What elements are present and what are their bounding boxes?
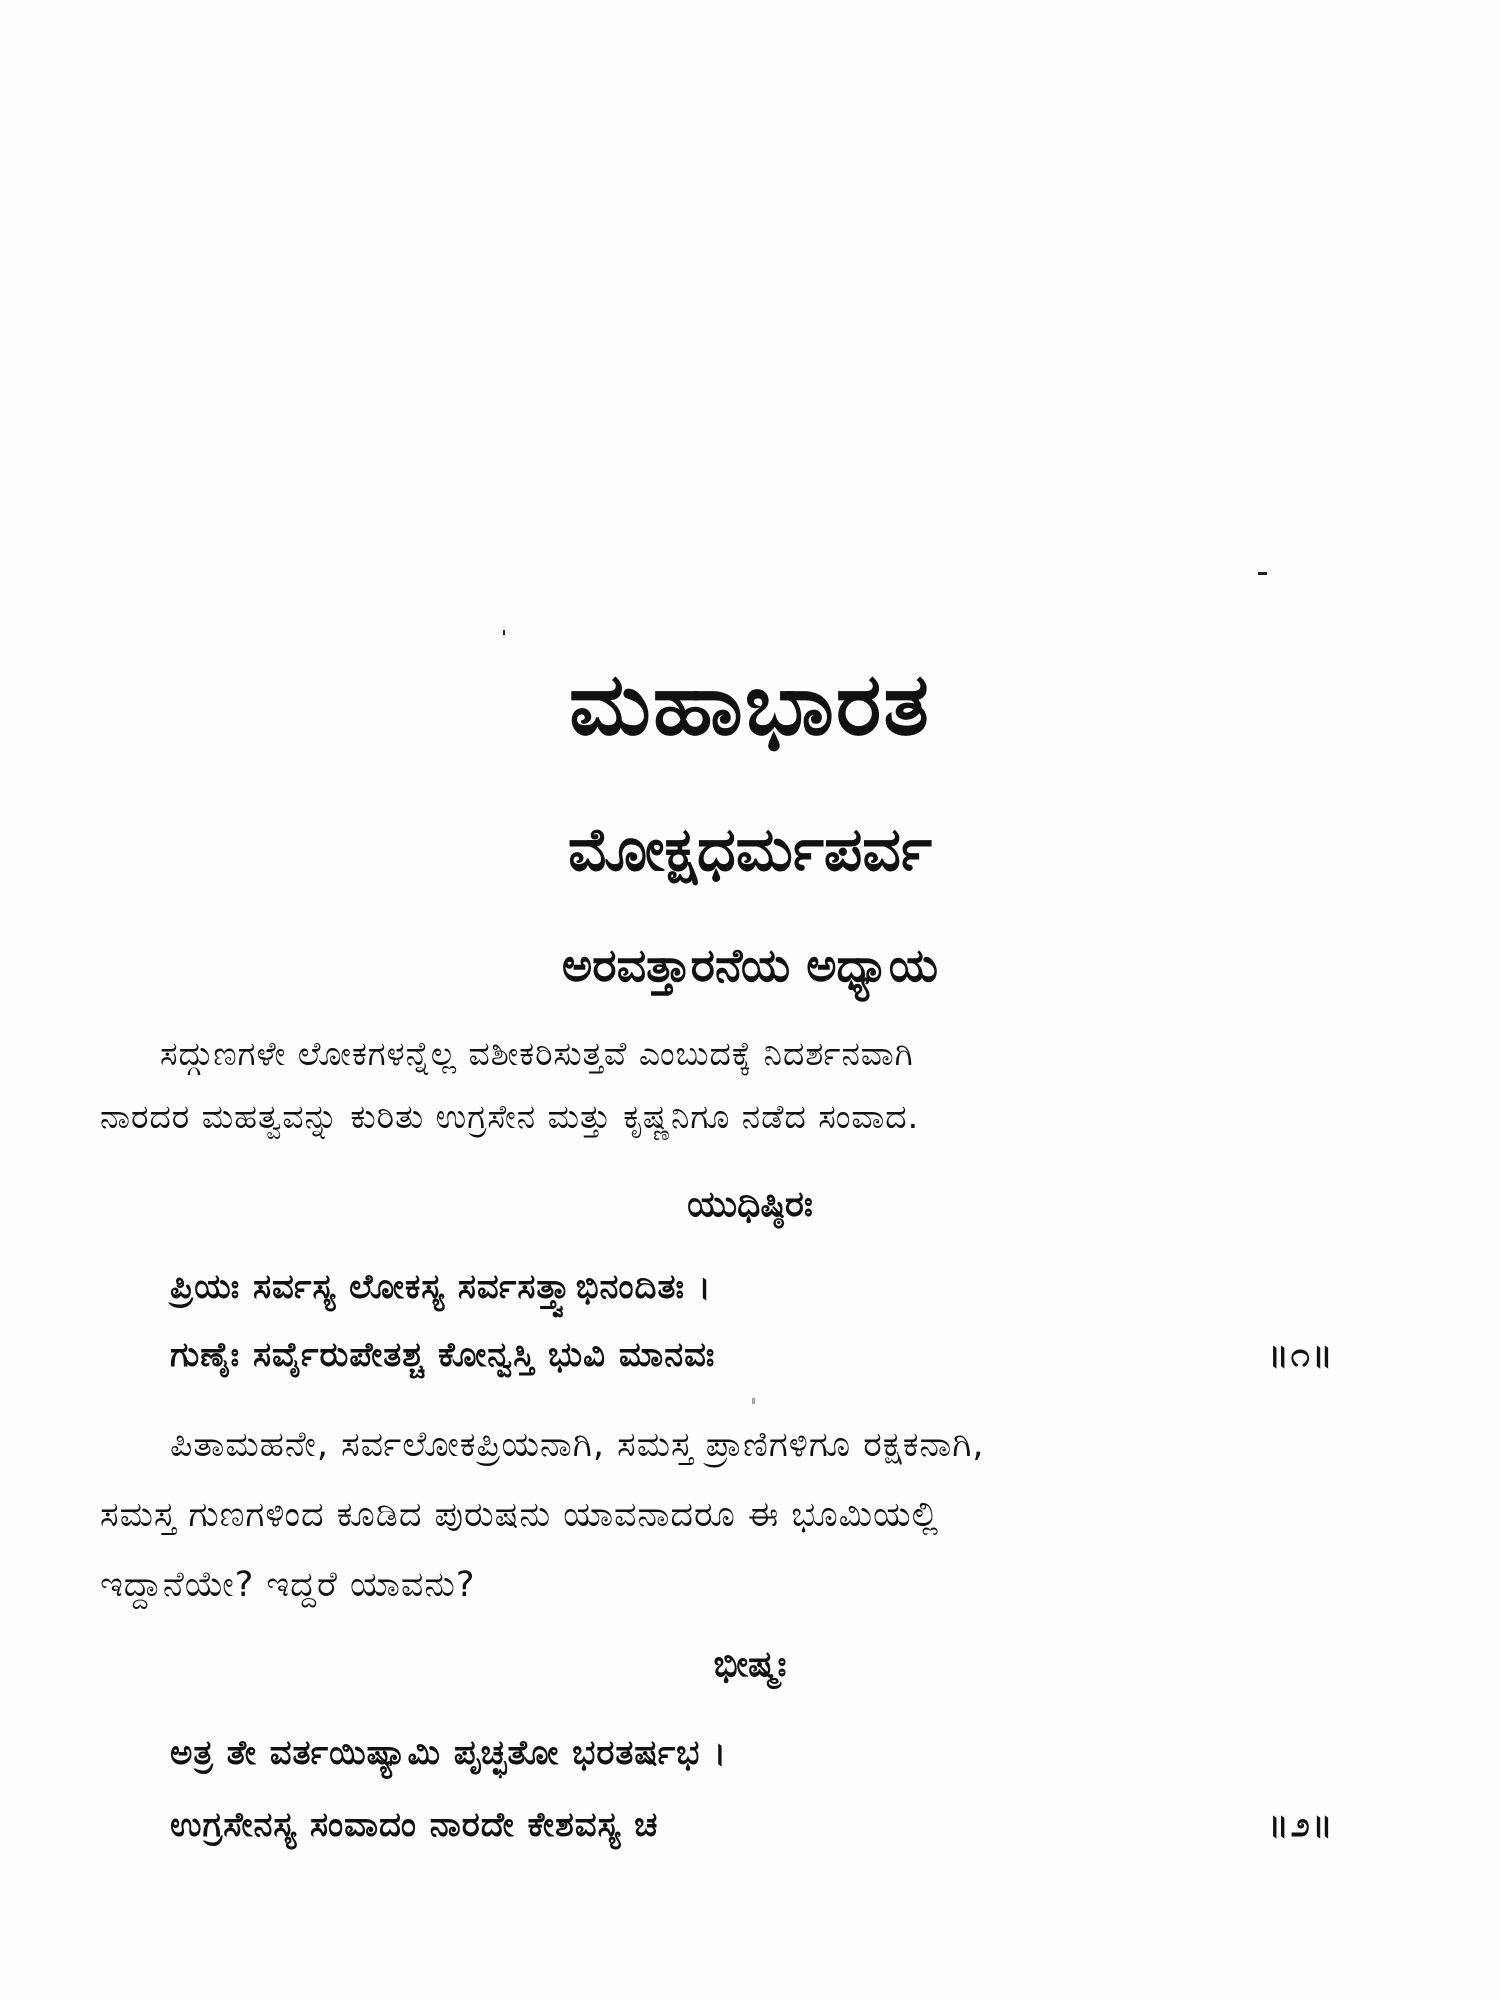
speaker-bhishma: ಭೀಷ್ಮಃ: [713, 1644, 787, 1685]
verse-1-line-2: ಗುಣೈಃ ಸರ್ವೈರುಪೇತಶ್ಚ ಕೋನ್ವಸ್ತಿ ಭುವಿ ಮಾನವಃ: [170, 1335, 716, 1375]
prose-line-2: ಸಮಸ್ತ ಗುಣಗಳಿಂದ ಕೂಡಿದ ಪುರುಷನು ಯಾವನಾದರೂ ಈ ಭೂಮಿಯಲ್ಲಿ: [100, 1495, 940, 1535]
speaker-yudhishthira: ಯುಧಿಷ್ಠಿರಃ: [687, 1184, 813, 1225]
prose-line-1: ಪಿತಾಮಹನೇ, ಸರ್ವಲೋಕಪ್ರಿಯನಾಗಿ, ಸಮಸ್ತ ಪ್ರಾಣಿಗಳಿಗೂ ರಕ್ಷಕನಾಗಿ,: [170, 1425, 985, 1465]
parva-heading: ಮೋಕ್ಷಧರ್ಮಪರ್ವ: [568, 815, 932, 885]
verse-2-number: ॥೨॥: [1268, 1805, 1335, 1845]
verse-2-line-1: ಅತ್ರ ತೇ ವರ್ತಯಿಷ್ಯಾಮಿ ಪೃಚ್ಛತೋ ಭರತರ್ಷಭ ।: [170, 1733, 728, 1773]
print-speck: [503, 630, 505, 635]
prose-line-3: ಇದ್ದಾನೆಯೇ? ಇದ್ದರೆ ಯಾವನು?: [100, 1565, 476, 1605]
chapter-summary-line-1: ಸದ್ಗುಣಗಳೇ ಲೋಕಗಳನ್ನೆಲ್ಲ ವಶೀಕರಿಸುತ್ತವೆ ಎಂಬುದಕ್ಕೆ ನಿದರ್ಶನವಾಗಿ: [160, 1034, 914, 1073]
chapter-heading: ಅರವತ್ತಾರನೆಯ ಅಧ್ಯಾಯ: [561, 938, 939, 992]
verse-1-number: ॥೧॥: [1268, 1335, 1335, 1375]
verse-1-line-1: ಪ್ರಿಯಃ ಸರ್ವಸ್ಯ ಲೋಕಸ್ಯ ಸರ್ವಸತ್ತ್ವಾಭಿನಂದಿತಃ ।: [170, 1267, 712, 1307]
chapter-summary-line-2: ನಾರದರ ಮಹತ್ವವನ್ನು ಕುರಿತು ಉಗ್ರಸೇನ ಮತ್ತು ಕೃಷ್ಣನಿಗೂ ನಡೆದ ಸಂವಾದ.: [100, 1097, 920, 1136]
print-speck: [752, 1398, 755, 1404]
verse-2-line-2: ಉಗ್ರಸೇನಸ್ಯ ಸಂವಾದಂ ನಾರದೇ ಕೇಶವಸ್ಯ ಚ: [170, 1805, 659, 1845]
print-speck: [1258, 572, 1267, 575]
book-title: ಮಹಾಭಾರತ: [569, 655, 931, 755]
